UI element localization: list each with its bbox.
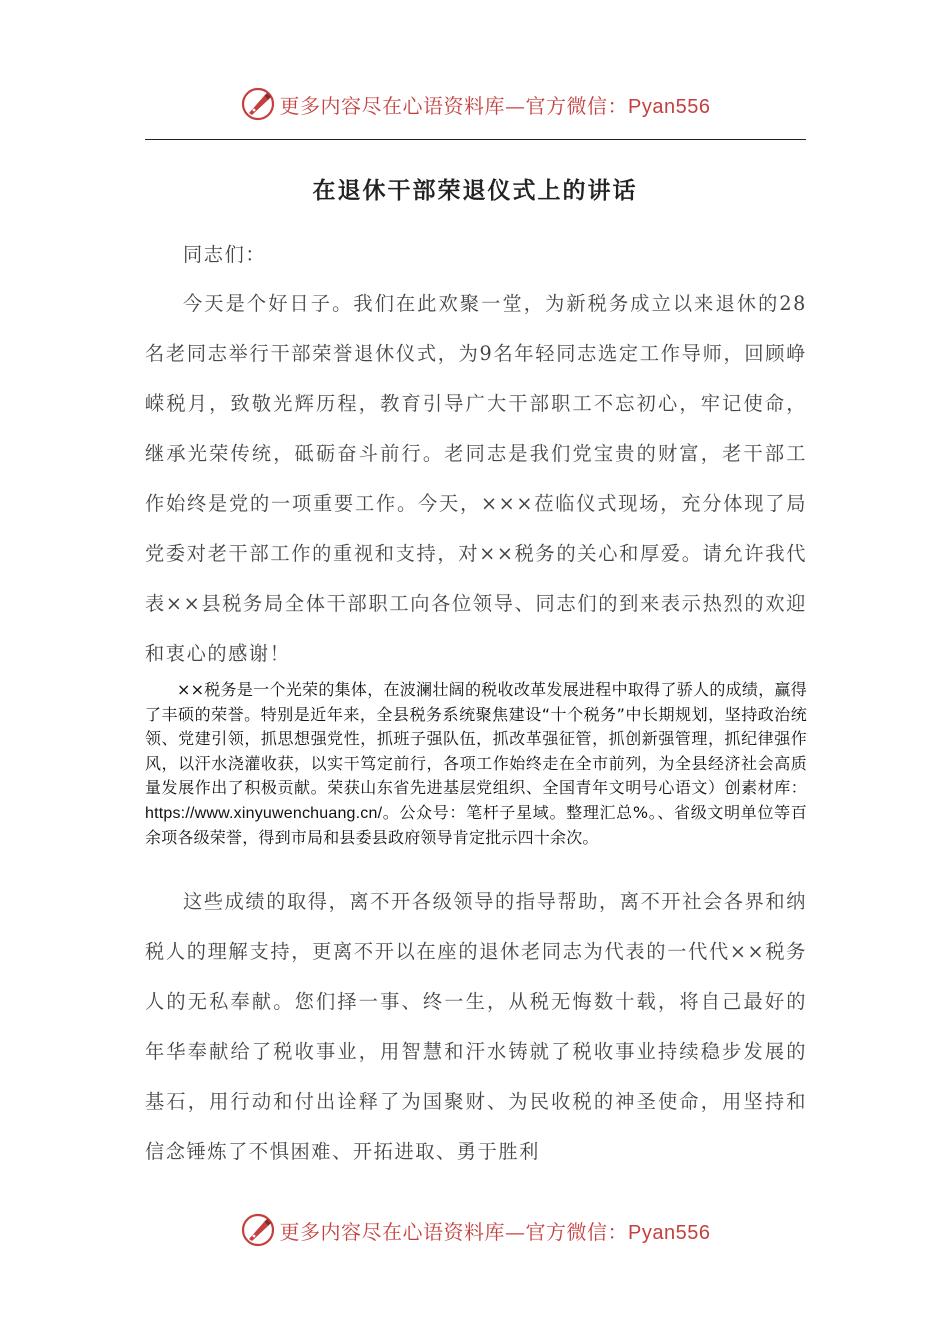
pen-nib-logo-icon: [240, 1212, 276, 1248]
banner-text: [280, 90, 711, 119]
pen-nib-logo-icon: [240, 86, 276, 122]
banner-slogan: 更多内容尽在心语资料库—官方微信：: [279, 1219, 629, 1244]
banner-wechat-id: Pyan556: [628, 1221, 711, 1244]
footer-banner: [0, 1210, 950, 1250]
document-title: 在退休干部荣退仪式上的讲话: [312, 178, 638, 204]
banner-wechat-id: Pyan556: [628, 95, 711, 118]
banner-slogan: 更多内容尽在心语资料库—官方微信：: [279, 93, 629, 118]
paragraph-2-text-b: 。公众号：笔杆子星域。整理汇总%。、省级文明单位等百余项各级荣誉，得到市局和县委县政府领导肯定批示四十余次。: [145, 802, 807, 847]
greeting-paragraph: 同志们：: [183, 243, 267, 266]
paragraph-1: 今天是个好日子。我们在此欢聚一堂，为新税务成立以来退休的28名老同志举行干部荣誉退休仪式，为9名年轻同志选定工作导师，回顾峥嵘税月，致敬光辉历程，教育引导广大干部职工不忘初心，牢记使命，继承光荣传统，砥砺奋斗前行。老同志是我们党宝贵的财富，老干部工作始终是党的一项重要工作。今天，×××莅临仪式现场，充分体现了局党委对老干部工作的重视和支持，对××税务的关心和厚爱。请允许我代表××县税务局全体干部职工向各位领导、同志们的到来表示热烈的欢迎和衷心的感谢！: [145, 292, 807, 665]
paragraph-2-text-a: ××税务是一个光荣的集体，在波澜壮阔的税收改革发展进程中取得了骄人的成绩，赢得了丰硕的荣誉。特别是近年来，全县税务系统聚焦建设“十个税务”中长期规划，坚持政治统领、党建引领，抓思想强党性，抓班子强队伍，抓改革强征管，抓创新强管理，抓纪律强作风，以汗水浇灌收获，以实干笃定前行，各项工作始终走在全市前列，为全县经济社会高质量发展作出了积极贡献。荣获山东省先进基层党组织、全国青年文明号心语文）创素材库：: [145, 680, 807, 797]
paragraph-2: [145, 678, 807, 851]
header-divider: [145, 139, 806, 140]
header-banner: [0, 84, 950, 124]
banner-text: [280, 1216, 711, 1245]
paragraph-3: 这些成绩的取得，离不开各级领导的指导帮助，离不开社会各界和纳税人的理解支持，更离不开以在座的退休老同志为代表的一代代××税务人的无私奉献。您们择一事、终一生，从税无悔数十载，将自己最好的年华奉献给了税收事业，用智慧和汗水铸就了税收事业持续稳步发展的基石，用行动和付出诠释了为国聚财、为民收税的神圣使命，用坚持和信念锤炼了不惧困难、开拓进取、勇于胜利: [145, 890, 807, 1163]
paragraph-2-url: https://www.xinyuwenchuang.cn/: [145, 804, 383, 822]
